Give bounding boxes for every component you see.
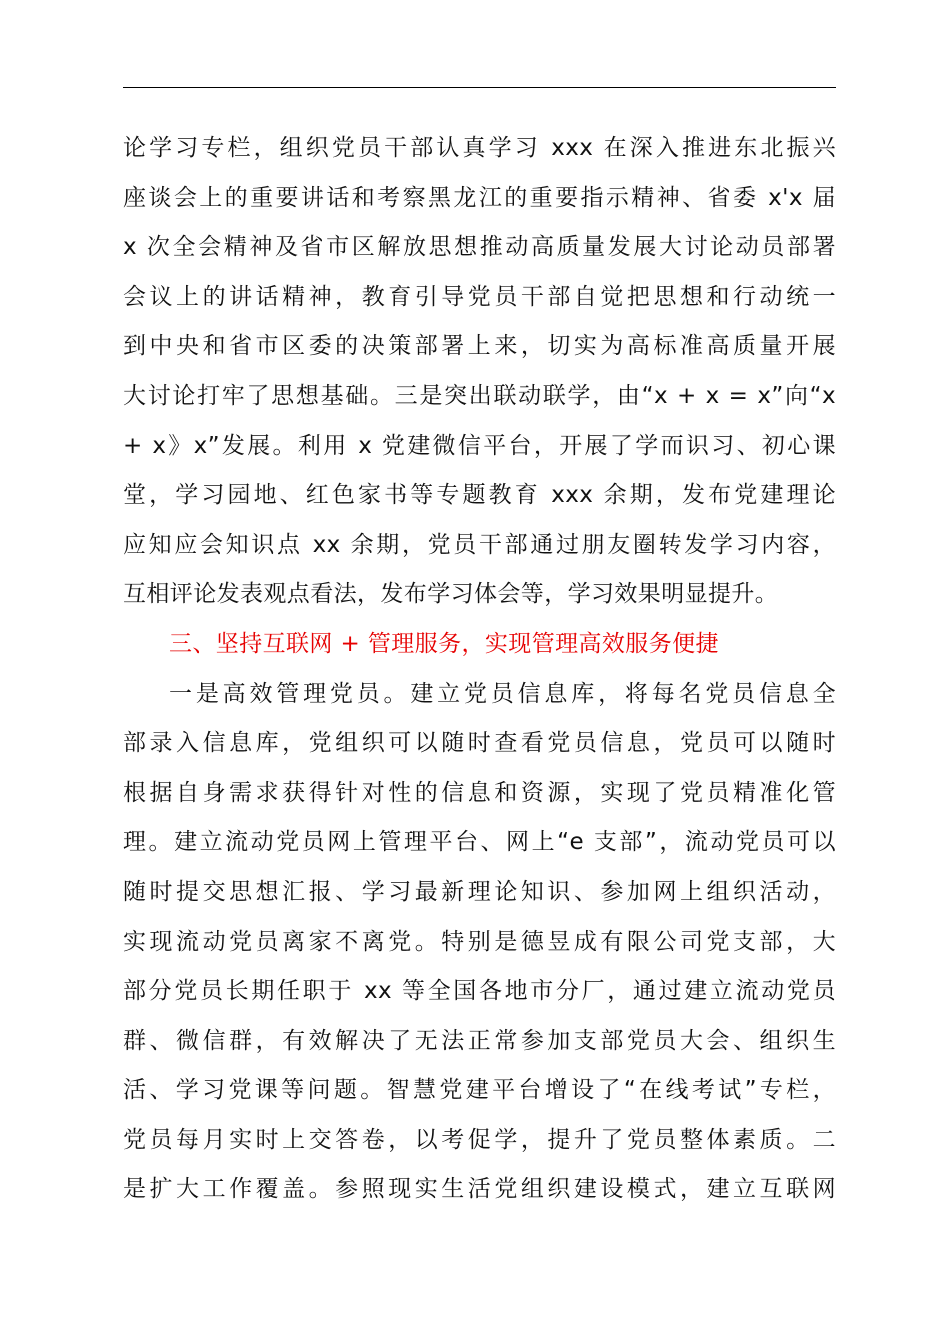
- section-heading: 三、坚持互联网 + 管理服务，实现管理高效服务便捷: [169, 630, 719, 657]
- paragraph-line: 部分党员长期任职于 xx 等全国各地市分厂，通过建立流动党员: [123, 978, 836, 1005]
- paragraph-line: 群、微信群，有效解决了无法正常参加支部党员大会、组织生: [123, 1027, 836, 1054]
- paragraph-line: 党员每月实时上交答卷，以考促学，提升了党员整体素质。二: [123, 1126, 836, 1153]
- paragraph-line: 会议上的讲话精神，教育引导党员干部自觉把思想和行动统一: [123, 283, 836, 310]
- header-rule: [123, 87, 836, 88]
- paragraph-line: 理。建立流动党员网上管理平台、网上“e 支部”，流动党员可以: [123, 829, 836, 856]
- paragraph-line: 堂，学习园地、红色家书等专题教育 xxx 余期，发布党建理论: [123, 482, 836, 509]
- paragraph-line: 根据自身需求获得针对性的信息和资源，实现了党员精准化管: [123, 779, 836, 806]
- paragraph-line: 座谈会上的重要讲话和考察黑龙江的重要指示精神、省委 x'x 届: [123, 184, 836, 211]
- paragraph-line: + x》x”发展。利用 x 党建微信平台，开展了学而识习、初心课: [123, 432, 836, 459]
- paragraph-line: x 次全会精神及省市区解放思想推动高质量发展大讨论动员部署: [123, 234, 836, 261]
- paragraph-line: 到中央和省市区委的决策部署上来，切实为高标准高质量开展: [123, 333, 836, 360]
- paragraph-line: 活、学习党课等问题。智慧党建平台增设了“在线考试”专栏，: [123, 1077, 836, 1104]
- body-text: [123, 124, 836, 1215]
- paragraph-line: 大讨论打牢了思想基础。三是突出联动联学，由“x + x = x”向“x: [123, 382, 836, 409]
- paragraph-line: 随时提交思想汇报、学习最新理论知识、参加网上组织活动，: [123, 878, 836, 905]
- paragraph-line: 一是高效管理党员。建立党员信息库，将每名党员信息全: [169, 680, 836, 707]
- paragraph-line: 论学习专栏，组织党员干部认真学习 xxx 在深入推进东北振兴: [123, 135, 836, 161]
- paragraph-line: 实现流动党员离家不离党。特别是德昱成有限公司党支部，大: [123, 928, 836, 955]
- paragraph-line: 应知应会知识点 xx 余期，党员干部通过朋友圈转发学习内容，: [123, 531, 836, 558]
- paragraph-line: 部录入信息库，党组织可以随时查看党员信息，党员可以随时: [123, 730, 836, 757]
- paragraph-line: 互相评论发表观点看法，发布学习体会等，学习效果明显提升。: [123, 581, 779, 608]
- paragraph-line: 是扩大工作覆盖。参照现实生活党组织建设模式，建立互联网: [123, 1176, 836, 1203]
